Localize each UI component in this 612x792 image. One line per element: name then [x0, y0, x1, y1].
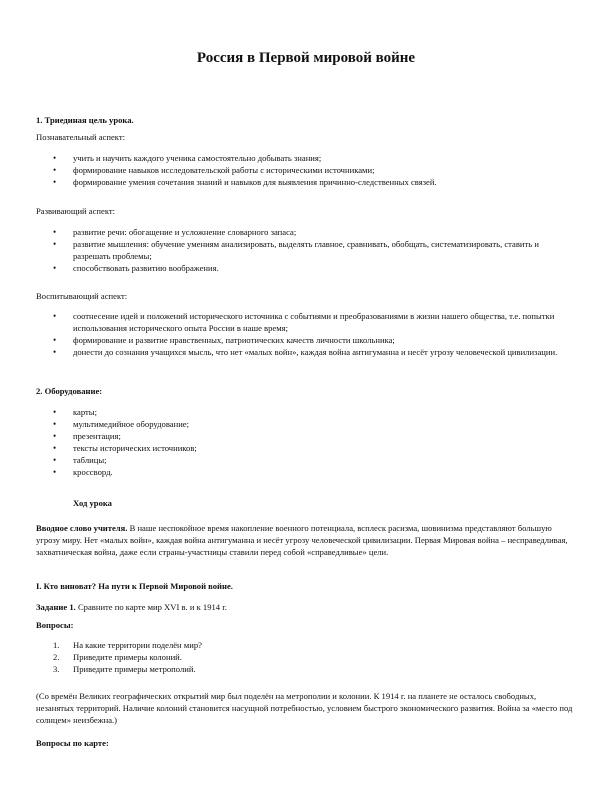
cognitive-aspect-list	[36, 152, 576, 188]
list-item	[36, 651, 576, 663]
list-item: • донести до сознания учащихся мысль, что нет «малых войн», каждая война антигуманна и несёт угрозу человеческой цивилизации.	[36, 346, 576, 358]
note-paragraph: (Со времён Великих географических открытий мир был поделён на метрополии и колонии. К 1914 г. на планете не осталось свободных, незанятых территорий. Наличие колоний становится насущной потребностью, условием быстрого экономического развития. Война за «место под солнцем» неизбежна.)	[36, 691, 573, 725]
item-text: На какие территории поделён мир?	[73, 640, 202, 650]
list-item: • формирование и развитие нравственных, патриотических качеств личности школьника;	[36, 334, 576, 346]
item-number: 3.	[53, 664, 60, 674]
equipment-list	[36, 406, 576, 478]
item-number: 2.	[53, 652, 60, 662]
educational-aspect-label: Воспитывающий аспект:	[36, 291, 128, 301]
list-item: • развитие мышления: обучение умениям анализировать, выделять главное, сравнивать, обобщать, систематизировать, ставить и разрешать проблемы;	[36, 238, 576, 262]
intro-label: Вводное слово учителя.	[36, 523, 128, 533]
intro-text: В наше неспокойное время накопление военного потенциала, всплеск расизма, шовинизма представляют большую угрозу миру. Нет «малых войн», каждая война антигуманна и несёт угрозу человеческой цивилизации. Первая Мировая война – несправедливая, захватническая война, даже если страны-участницы ставили перед собой «справедливые» цели.	[36, 523, 568, 557]
list-item: • кроссворд.	[36, 466, 576, 478]
list-item: • способствовать развитию воображения.	[36, 262, 576, 274]
list-item: • формирование умения сочетания знаний и навыков для выявления причинно-следственных связей.	[36, 176, 576, 188]
developing-aspect-label: Развивающий аспект:	[36, 206, 116, 216]
item-text: Приведите примеры метрополий.	[73, 664, 196, 674]
part1-heading: I. Кто виноват? На пути к Первой Мировой войне.	[36, 581, 233, 591]
questions-heading: Вопросы:	[36, 620, 74, 630]
list-item: • тексты исторических источников;	[36, 442, 576, 454]
list-item: • презентация;	[36, 430, 576, 442]
cognitive-aspect-label: Познавательный аспект:	[36, 132, 125, 142]
developing-aspect-list	[36, 226, 576, 274]
section2-heading: 2. Оборудование:	[36, 386, 103, 396]
section1-heading: 1. Триединая цель урока.	[36, 115, 134, 125]
list-item: • формирование навыков исследовательской работы с историческими источниками;	[36, 164, 576, 176]
list-item: • соотнесение идей и положений исторического источника с событиями и преобразованиями в жизни нашего общества, т.е. попытки использования исторического опыта России в наше время;	[36, 310, 576, 334]
page-title: Россия в Первой мировой войне	[196, 50, 416, 66]
list-item	[36, 663, 576, 675]
task1-label: Задание 1.	[36, 602, 76, 612]
questions-list	[36, 639, 576, 675]
task1-paragraph	[36, 601, 576, 613]
list-item: • учить и научить каждого ученика самостоятельно добывать знания;	[36, 152, 576, 164]
task1-text: Сравните по карте мир XVI в. и к 1914 г.	[75, 602, 227, 612]
map-questions-heading: Вопросы по карте:	[36, 738, 109, 748]
lesson-heading: Ход урока	[73, 498, 112, 508]
item-text: Приведите примеры колоний.	[73, 652, 182, 662]
intro-paragraph	[36, 522, 576, 558]
list-item: • карты;	[36, 406, 576, 418]
list-item: • таблицы;	[36, 454, 576, 466]
educational-aspect-list	[36, 310, 576, 358]
list-item	[36, 639, 576, 651]
list-item: • развитие речи: обогащение и усложнение словарного запаса;	[36, 226, 576, 238]
item-number: 1.	[53, 640, 60, 650]
list-item: • мультимедийное оборудование;	[36, 418, 576, 430]
